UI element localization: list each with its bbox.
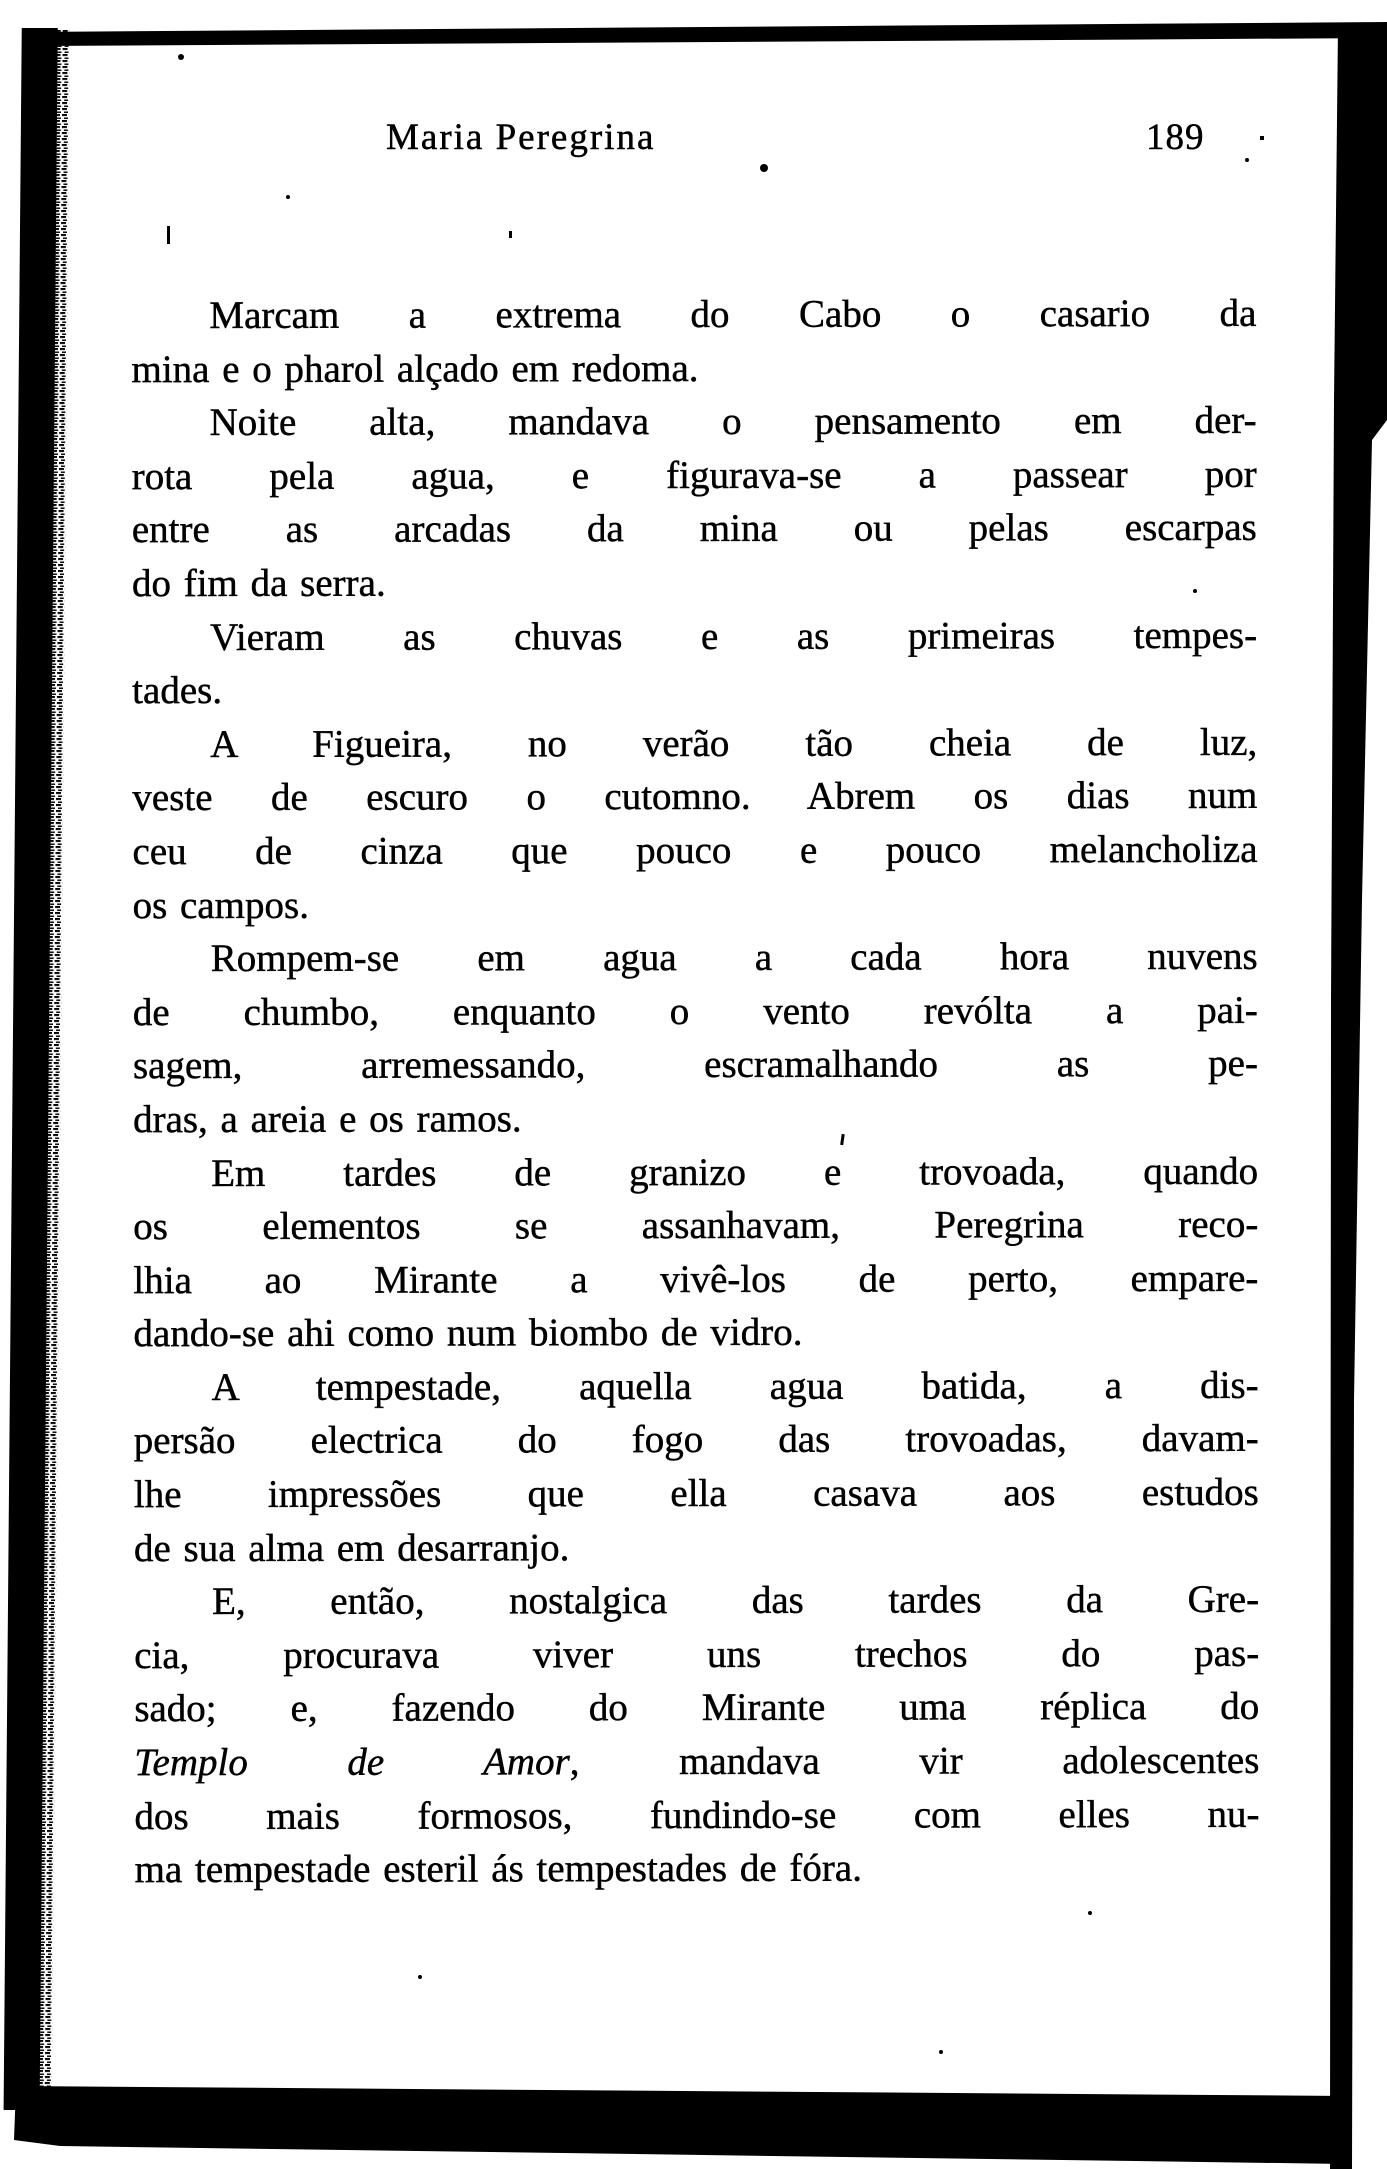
- text-line: sado; e, fazendo do Mirante uma réplica do: [134, 1685, 1260, 1731]
- text-line: do fim da serra.: [131, 561, 386, 606]
- paragraph: [132, 716, 1257, 933]
- text-line: lhe impressões que ella casava aos estudos: [133, 1470, 1259, 1517]
- text-line: A Figueira, no verão tão cheia de luz,: [210, 720, 1258, 766]
- text-line: cia, procurava viver uns trechos do pas-: [134, 1631, 1260, 1678]
- text-line: dras, a areia e os ramos.: [133, 1097, 522, 1142]
- text-line: de chumbo, enquanto o vento revólta a pai-: [132, 988, 1258, 1034]
- running-header: [0, 116, 1387, 168]
- paragraph: [133, 1144, 1258, 1361]
- paragraph: [132, 394, 1257, 611]
- text-line: dando-se ahi como num biombo de vidro.: [133, 1311, 803, 1356]
- text-line: persão electrica do fogo das trovoadas, davam-: [133, 1417, 1259, 1463]
- paragraph: [132, 608, 1257, 718]
- text-line: lhia ao Mirante a vivê-los de perto, empare-: [133, 1256, 1259, 1302]
- text-line: E, então, nostalgica das tardes da Gre-: [212, 1578, 1260, 1624]
- text-line: dos mais formosos, fundindo-se com elles nu-: [134, 1792, 1260, 1838]
- text-line: ceu de cinza que pouco e pouco melancholiza: [132, 827, 1258, 874]
- text-line: ma tempestade esteril ás tempestades de fóra.: [134, 1846, 862, 1892]
- paragraph: [133, 930, 1258, 1147]
- page-number: 189: [1146, 117, 1205, 158]
- scan-band-bottom: [14, 2086, 1348, 2164]
- text-line: Noite alta, mandava o pensamento em der-: [209, 399, 1257, 445]
- running-header-title: Maria Peregrina: [386, 117, 656, 158]
- paragraph: [134, 1359, 1259, 1576]
- text-line: os elementos se assanhavam, Peregrina reco-: [133, 1202, 1259, 1249]
- scan-band-left: [4, 28, 58, 2110]
- text-line: Vieram as chuvas e as primeiras tempes-: [210, 613, 1258, 659]
- body-text-block: [131, 287, 1259, 1897]
- scan-band-right: [1330, 22, 1387, 2169]
- text-line: rota pela agua, e figurava-se a passear por: [131, 452, 1257, 498]
- paragraph: [134, 1573, 1260, 1897]
- scan-band-top: [32, 22, 1387, 46]
- text-segment: , mandava vir adolescentes: [569, 1738, 1260, 1784]
- paragraph: [131, 287, 1256, 397]
- text-line: Marcam a extrema do Cabo o casario da: [209, 291, 1257, 338]
- text-line: [134, 1734, 1259, 1790]
- text-line: mina e o pharol alçado em redoma.: [131, 346, 699, 391]
- text-line: de sua alma em desarranjo.: [133, 1525, 570, 1570]
- text-line: tades.: [132, 669, 223, 713]
- text-line: Em tardes de granizo e trovoada, quando: [211, 1149, 1259, 1195]
- text-line: A tempestade, aquella agua batida, a dis-: [211, 1363, 1259, 1409]
- text-line: sagem, arremessando, escramalhando as pe-: [132, 1042, 1258, 1088]
- book-title-italic: Templo de Amor: [134, 1740, 570, 1785]
- text-line: Rompem-se em agua a cada hora nuvens: [210, 934, 1258, 981]
- text-line: os campos.: [132, 883, 309, 927]
- scan-band-left-dither: [38, 30, 70, 2105]
- text-line: veste de escuro o cutomno. Abrem os dias num: [132, 774, 1258, 820]
- text-line: entre as arcadas da mina ou pelas escarpas: [131, 506, 1257, 552]
